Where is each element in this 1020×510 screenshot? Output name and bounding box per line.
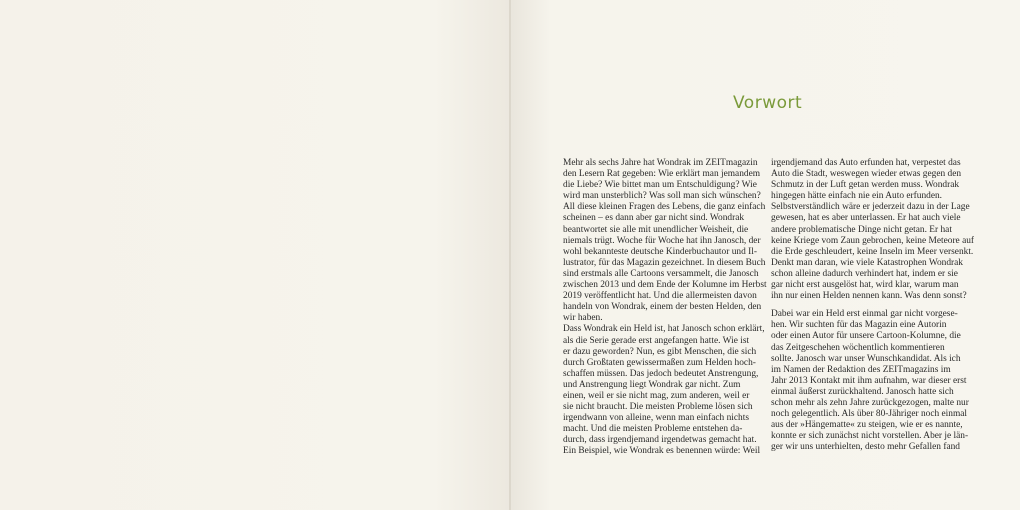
text-line: wohl bekannteste deutsche Kinderbuchautor und Il-	[563, 246, 757, 257]
text-line: die Erde geschleudert, keine Inseln im Meer versenkt.	[771, 246, 974, 257]
text-line: macht. Und die meisten Probleme entstehen da-	[563, 424, 743, 435]
text-line: Denkt man daran, wie viele Katastrophen Wondrak	[771, 257, 963, 268]
text-line: sollte. Janosch war unser Wunschkandidat. Als ich	[771, 353, 961, 364]
text-line: sie nicht braucht. Die meisten Probleme lösen sich	[563, 402, 753, 413]
text-line: oder einen Autor für unsere Cartoon-Kolumne, die	[771, 331, 961, 342]
text-line: durch Großtaten gewissermaßen zum Helden hoch-	[563, 357, 756, 368]
text-line: schaffen müssen. Das jedoch bedeutet Anstrengung,	[563, 368, 759, 379]
text-line: All diese kleinen Fragen des Lebens, die ganz einfach	[563, 202, 766, 213]
text-line: die Liebe? Wie bittet man um Entschuldigung? Wie	[563, 180, 757, 191]
book-gutter	[509, 0, 511, 510]
text-line: er dazu geworden? Nun, es gibt Menschen, die sich	[563, 346, 757, 357]
text-line: sind erstmals alle Cartoons versammelt, die Janosch	[563, 268, 759, 279]
page-title: Vorwort	[733, 93, 803, 113]
text-line: Dabei war ein Held erst einmal gar nicht vorgese-	[771, 309, 958, 320]
text-line: und Anstrengung liegt Wondrak gar nicht. Zum	[563, 379, 741, 390]
text-line: Selbstverständlich wäre er jederzeit dazu in der Lage	[771, 202, 970, 213]
text-line: zwischen 2013 und dem Ende der Kolumne im Herbst	[563, 280, 767, 291]
text-line: hen. Wir suchten für das Magazin eine Autorin	[771, 320, 947, 331]
text-line: wir haben.	[563, 313, 603, 324]
text-line: das Zeitgeschehen wöchentlich kommentieren	[771, 342, 945, 353]
text-line: ger wir uns unterhielten, desto mehr Gefallen fand	[771, 442, 960, 453]
text-line: gewesen, hat es aber unterlassen. Er hat auch viele	[771, 213, 961, 224]
text-line: keine Kriege vom Zaun gebrochen, keine Meteore auf	[771, 235, 975, 246]
text-line: hingegen hätte einfach nie ein Auto erfunden.	[771, 191, 943, 202]
text-line: Auto die Stadt, weswegen wieder etwas gegen den	[771, 169, 962, 180]
text-line: andere problematische Dinge nicht getan. Er hat	[771, 224, 952, 235]
paragraph	[771, 309, 971, 453]
text-line: wird man unsterblich? Was soll man sich wünschen?	[563, 191, 761, 202]
text-line: lustrator, für das Magazin gezeichnet. In diesem Buch	[563, 257, 766, 268]
text-line: Ein Beispiel, wie Wondrak es benennen würde: Weil	[563, 446, 761, 457]
text-line: 2019 veröffentlicht hat. Und die allermeisten davon	[563, 291, 757, 302]
text-line: als die Serie gerade erst angefangen hatte. Wie ist	[563, 335, 750, 346]
text-line: Jahr 2013 Kontakt mit ihm aufnahm, war dieser erst	[771, 375, 967, 386]
text-line: gar nicht erst ausgelöst hat, wird klar, warum man	[771, 280, 959, 291]
text-line: aus der »Hängematte« zu steigen, wie er es nannte,	[771, 420, 963, 431]
text-line: schon alleine dadurch verhindert hat, indem er sie	[771, 268, 958, 279]
text-line: handeln von Wondrak, einem der besten Helden, den	[563, 302, 762, 313]
text-column-right	[771, 158, 975, 453]
text-line: Mehr als sechs Jahre hat Wondrak im ZEITmagazin	[563, 158, 758, 168]
text-line: einmal äußerst zurückhaltend. Janosch hatte sich	[771, 386, 954, 397]
text-line: noch gelegentlich. Als über 80-Jähriger noch einmal	[771, 409, 968, 420]
paragraph-gap	[771, 302, 971, 309]
text-line: irgendjemand das Auto erfunden hat, verpestet das	[771, 158, 961, 168]
text-line: ihn nur einen Helden nennen kann. Was denn sonst?	[771, 291, 967, 302]
text-line: einen, weil er sie nicht mag, zum anderen, weil er	[563, 390, 750, 401]
paragraph	[771, 158, 975, 302]
text-line: durch, dass irgendjemand irgendetwas gemacht hat.	[563, 435, 757, 446]
text-line: irgendwann von alleine, wenn man einfach nichts	[563, 413, 749, 424]
text-line: den Lesern Rat gegeben: Wie erklärt man jemandem	[563, 169, 761, 180]
text-line: niemals trügt. Woche für Woche hat ihn Janosch, der	[563, 235, 761, 246]
text-line: beantwortet sie alle mit unendlicher Weisheit, die	[563, 224, 749, 235]
text-line: scheinen – es dann aber gar nicht sind. Wondrak	[563, 213, 745, 224]
text-column-left	[563, 158, 767, 458]
text-line: Schmutz in der Luft getan werden muss. Wondrak	[771, 180, 960, 191]
text-line: konnte er sich zunächst nicht vorstellen. Aber je län-	[771, 431, 969, 442]
text-line: schon mehr als zehn Jahre zurückgezogen, malte nur	[771, 397, 969, 408]
text-line: Dass Wondrak ein Held ist, hat Janosch schon erklärt,	[563, 324, 765, 335]
text-line: im Namen der Redaktion des ZEITmagazins im	[771, 364, 951, 375]
